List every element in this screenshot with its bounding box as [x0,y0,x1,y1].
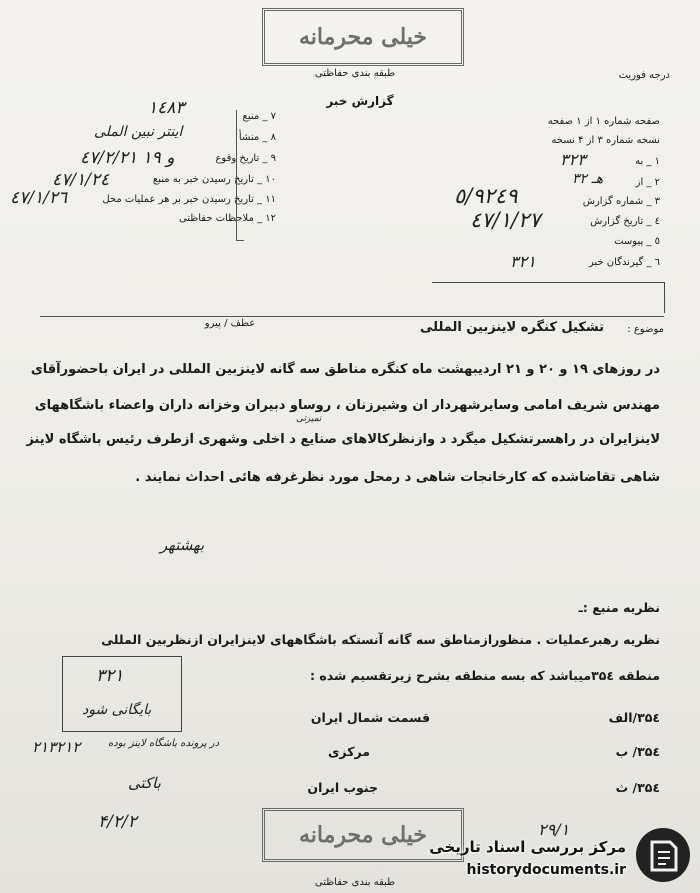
classification-label: طبقه بندی حفاظتی [314,68,396,79]
bottom-classification-stamp: خیلی محرمانه [262,808,464,862]
hand-recipients: ۳۲۱ [510,252,536,271]
body-insertion: تمیرتی [296,414,322,424]
hand-from: ۳۲ هـ [572,171,603,187]
hand-occurrence-date: ٤۷/۲/۲۱ و ۱۹ [80,148,175,168]
reference-rule [40,316,664,317]
document-title: گزارش خبر [326,94,394,108]
opinion-line: منطقه ۳۵٤میباشد که بسه منطقه بشرح زیرتقسیم شده : [310,668,660,683]
region-code: ۳۵٤/الف [608,710,660,725]
field-processing-date: ۱۱ _ تاریخ رسیدن خبر بر هر عملیات محل [102,194,276,205]
page-number-row: صفحه شماره ۱ از ۱ صفحه [547,116,660,127]
watermark-title: مرکز بررسی اسناد تاریخی [429,838,626,856]
opinion-line: نظریه رهبرعملیات . منظورازمناطق سه گانه آنستکه باشگاههای لاینزایران ازنظربین المللی [101,632,660,647]
hand-report-date: ٤۷/۱/۲۷ [470,208,541,232]
field-report-number: ۳ _ شماره گزارش [582,196,660,207]
opinion-label: نظریه منبع :ـ [578,600,660,615]
region-code: ۳۵٤/ ث [615,780,660,795]
hand-initials: باکتی [128,774,161,792]
hand-processing-date: ٤۷/۱/۲٦ [10,188,68,208]
hand-origin: اینتر نبین الملی [94,124,183,140]
form-bottom-box [432,282,665,313]
footer-classification-label: طبقه بندی حفاظتی [314,877,396,888]
hand-receipt-date: ٤۷/۱/۲٤ [52,170,110,190]
hand-file-number: ۲۱۳۲۱۲ [32,738,81,756]
field-from: ۲ _ از [635,177,660,188]
field-security-notes: ۱۲ _ ملاحظات حفاظتی [178,213,276,224]
watermark-url: historydocuments.ir [466,862,626,878]
subject-label: موضوع : [627,324,664,335]
region-code: ۳۵٤/ ب [615,744,660,759]
field-report-date: ٤ _ تاریخ گزارش [590,216,660,227]
hand-signature: بهشتهر [160,536,205,554]
region-name: جنوب ایران [307,780,378,795]
field-attachment: ٥ _ پیوست [614,236,660,247]
body-line: لاینزایران در راهسرتشکیل میگرد د وازنظرکالاهای صنایع د اخلی وشهری ازطرف رئیس باشگاه لاینز [26,432,660,447]
hand-report-number: ٥/٩٢٤٩ [454,184,518,208]
urgency-label: درجه فوریت [618,70,670,81]
region-name: قسمت شمال ایران [310,710,430,725]
document-icon [636,828,690,882]
field-occurrence-date: ۹ _ تاریخ وقوع [215,153,276,164]
body-line: شاهی تقاضاشده که کارخانجات شاهی د رمحل مورد نظرغرفه هائی احداث نمایند . [135,470,660,485]
field-origin: ۸ _ منشأ [238,132,276,143]
top-classification-stamp: خیلی محرمانه [262,8,464,66]
field-receipt-date: ۱۰ _ تاریخ رسیدن خبر به منبع [152,174,276,185]
hand-file-note: در پرونده باشگاه لاینز بوده [108,738,220,749]
field-to: ۱ _ به [635,156,660,167]
hand-margin-note: بایگانی شود [82,702,152,718]
hand-margin-number: ۳۲۱ [96,666,124,686]
hand-to: ۳۲۳ [560,150,586,169]
copy-number-row: نسخه شماره ۳ از ۴ نسخه [551,135,660,146]
watermark-logo [636,828,690,882]
field-source: ۷ _ منبع [242,111,276,122]
form-rule [236,240,244,241]
hand-bottom-date: ۴/۲/۲ [98,812,137,832]
region-name: مرکزی [327,744,370,759]
hand-source-number: ۱٤۸۳ [148,98,185,118]
subject-text: تشکیل کنگره لاینزبین المللی [419,320,604,335]
field-recipients: ٦ _ گیرندگان خبر [588,257,660,268]
body-line: در روزهای ۱۹ و ۲۰ و ۲۱ اردیبهشت ماه کنگره مناطق سه گانه لاینزبین المللی در ایران باحضورآقای [30,362,660,377]
body-line: مهندس شریف امامی وسایرشهردار ان وشیرزنان ، روساو دبیران وخزانه داران واعضاء باشگاههای [34,398,660,413]
form-divider [236,110,237,240]
hand-bottom-number: ۲۹/۱ [538,820,570,839]
reference-label: عطف / پیرو [204,318,256,329]
